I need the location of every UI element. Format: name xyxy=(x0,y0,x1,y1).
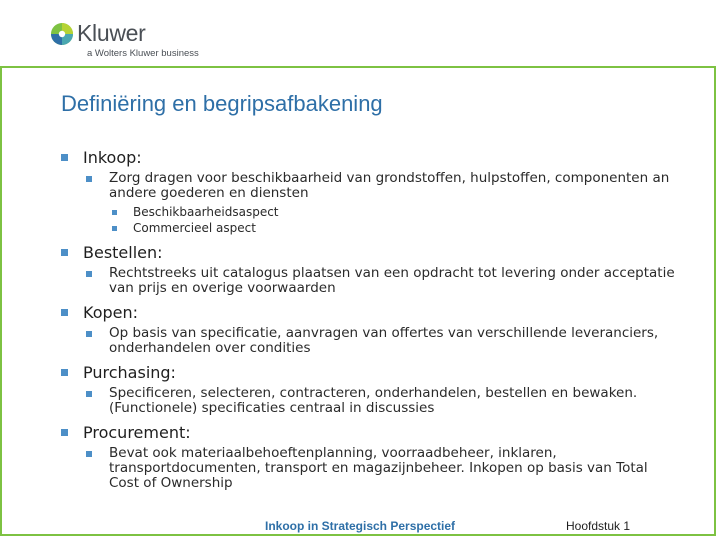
list-item-text: Zorg dragen voor beschikbaarheid van grondstoffen, hulpstoffen, componenten an andere goederen en diensten xyxy=(109,170,670,201)
section-heading-text: Bestellen: xyxy=(83,243,163,262)
section-heading-procurement xyxy=(59,423,679,443)
square-bullet-icon xyxy=(61,309,68,316)
section-heading-bestellen xyxy=(59,243,679,263)
list-item-text: Specificeren, selecteren, contracteren, onderhandelen, bestellen en bewaken. (Functionele) specificaties centraal in discussies xyxy=(109,385,638,416)
section-heading-purchasing xyxy=(59,363,679,383)
footer-chapter: Hoofdstuk 1 xyxy=(566,519,631,533)
square-bullet-icon xyxy=(61,369,68,376)
kluwer-globe-icon xyxy=(50,22,74,46)
list-item-text: Op basis van specificatie, aanvragen van offertes van verschillende leveranciers, onderhandelen over condities xyxy=(109,325,659,356)
sub-list-item xyxy=(111,204,679,220)
square-bullet-icon xyxy=(112,226,117,231)
section-heading-text: Inkoop: xyxy=(83,148,142,167)
square-bullet-icon xyxy=(61,249,68,256)
square-bullet-icon xyxy=(86,331,92,337)
list-item xyxy=(85,171,679,201)
logo-tagline: a Wolters Kluwer business xyxy=(87,48,199,59)
list-item xyxy=(85,446,679,491)
list-item-text: Bevat ook materiaalbehoeftenplanning, voorraadbeheer, inklaren, transportdocumenten, transport en magazijnbeheer. Inkopen op basis van Total Cost of Ownership xyxy=(109,445,648,491)
list-item-text: Rechtstreeks uit catalogus plaatsen van een opdracht tot levering onder acceptatie van prijs en overige voorwaarden xyxy=(109,265,675,296)
sub-list-item-text: Beschikbaarheidsaspect xyxy=(133,205,279,219)
section-heading-text: Procurement: xyxy=(83,423,191,442)
square-bullet-icon xyxy=(86,451,92,457)
footer-book-title: Inkoop in Strategisch Perspectief xyxy=(265,519,456,533)
square-bullet-icon xyxy=(86,391,92,397)
sub-list-item-text: Commercieel aspect xyxy=(133,221,256,235)
square-bullet-icon xyxy=(86,271,92,277)
list-item xyxy=(85,326,679,356)
list-item xyxy=(85,386,679,416)
logo-wordmark: Kluwer xyxy=(77,20,146,46)
sub-list-item xyxy=(111,220,679,236)
square-bullet-icon xyxy=(61,429,68,436)
square-bullet-icon xyxy=(86,176,92,182)
kluwer-logo xyxy=(50,16,250,62)
section-heading-text: Kopen: xyxy=(83,303,139,322)
section-heading-inkoop xyxy=(59,148,679,168)
slide-content xyxy=(59,148,679,491)
section-heading-kopen xyxy=(59,303,679,323)
square-bullet-icon xyxy=(61,154,68,161)
section-heading-text: Purchasing: xyxy=(83,363,176,382)
list-item xyxy=(85,266,679,296)
square-bullet-icon xyxy=(112,210,117,215)
slide-title: Definiëring en begripsafbakening xyxy=(61,91,383,116)
